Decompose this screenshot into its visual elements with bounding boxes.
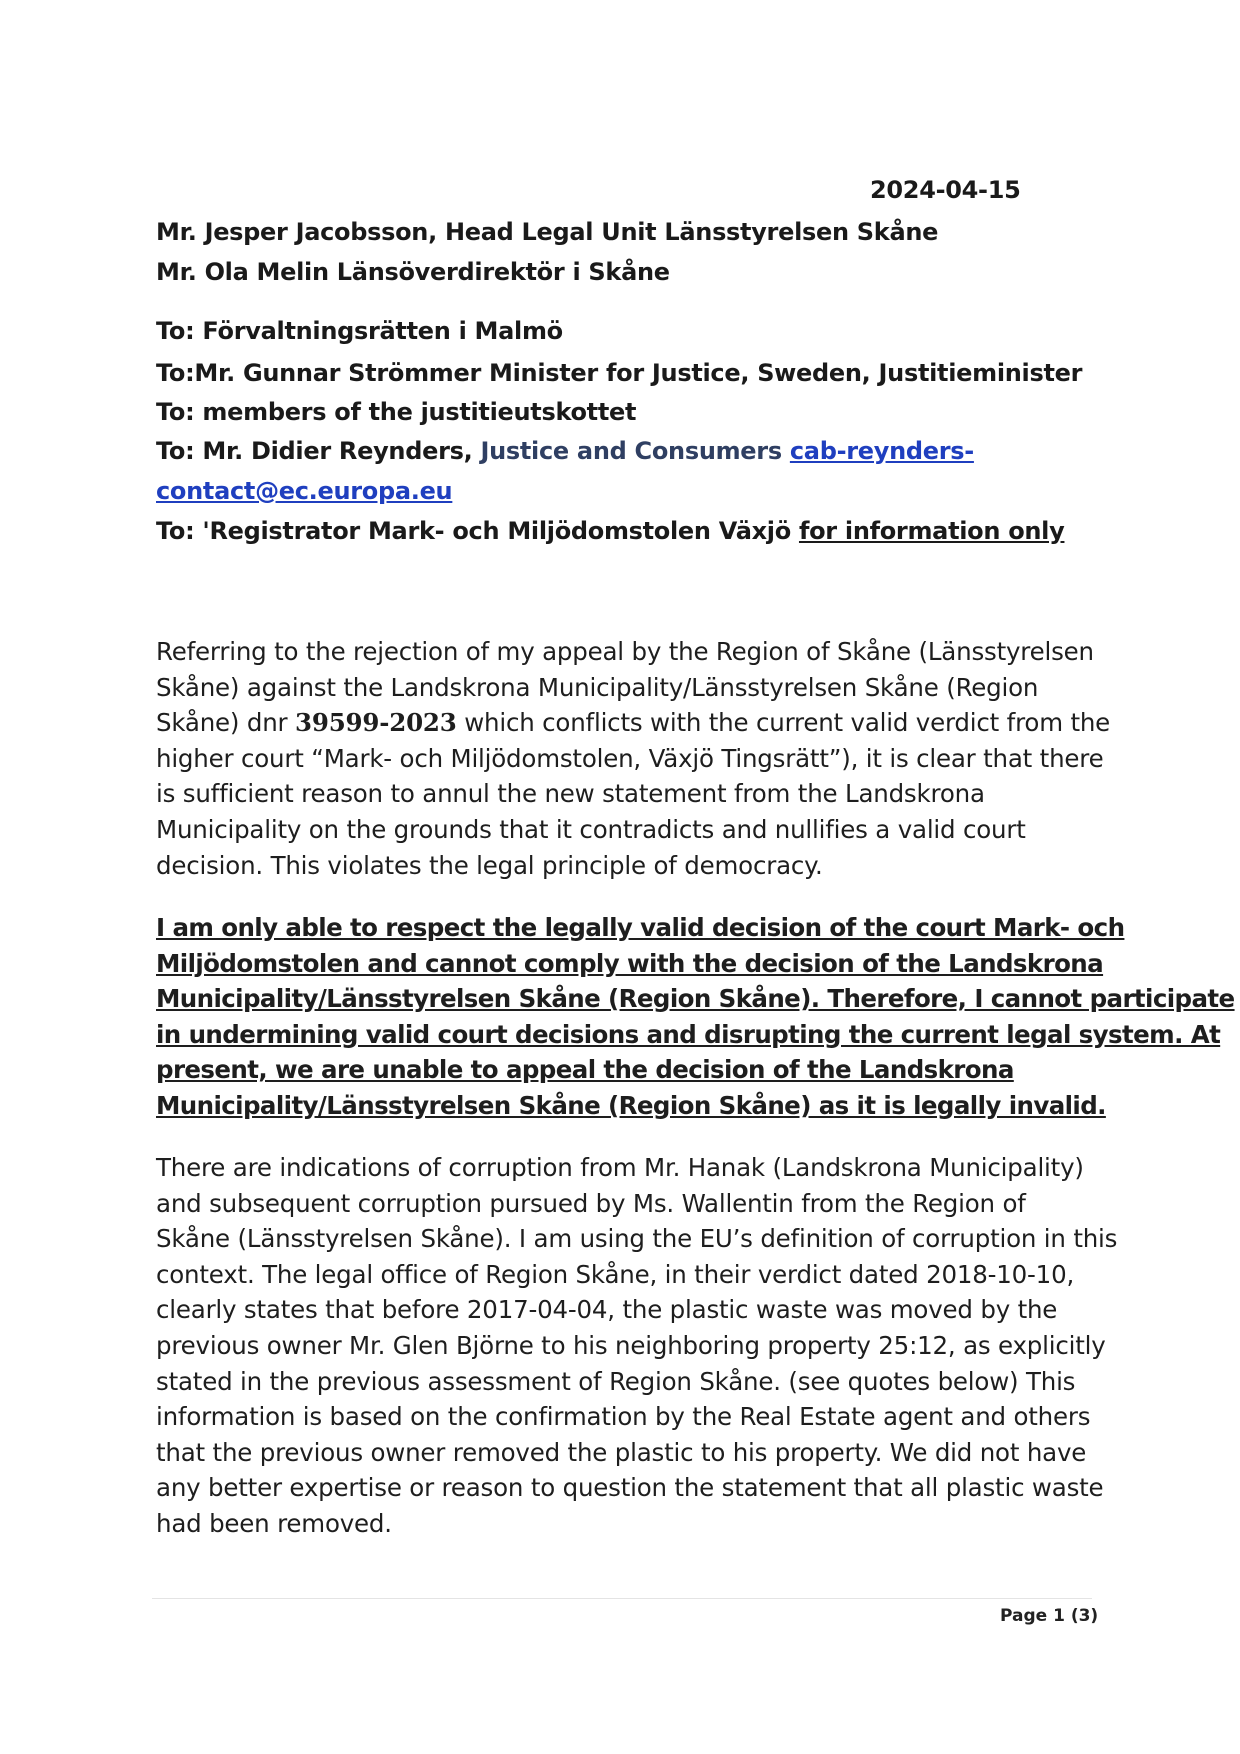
para2-line-3: Municipality/Länsstyrelsen Skåne (Region Skåne). Therefore, I cannot participate: [156, 984, 1235, 1014]
dnr-number: 39599-2023: [295, 708, 457, 738]
para1-line-3-post: which conflicts with the current valid verdict from the: [456, 708, 1111, 738]
recipient-4: [156, 431, 1096, 471]
para1-line-2: Skåne) against the Landskrona Municipality/Länsstyrelsen Skåne (Region: [156, 672, 1039, 702]
paragraph-1: [156, 634, 1111, 883]
email-link-part-1[interactable]: cab-reynders-: [789, 437, 974, 465]
recipient-5-note: for information only: [798, 517, 1065, 545]
recipients-block: [156, 311, 1096, 551]
recipient-4-title: Justice and Consumers: [480, 437, 782, 465]
para3-line-9: that the previous owner removed the plastic to his property. We did not have: [156, 1437, 1087, 1467]
para3-line-6: previous owner Mr. Glen Björne to his neighboring property 25:12, as explicitly: [156, 1330, 1106, 1360]
para3-line-8: information is based on the confirmation by the Real Estate agent and others: [156, 1402, 1091, 1432]
para2-line-6: Municipality/Länsstyrelsen Skåne (Region Skåne) as it is legally invalid.: [156, 1090, 1106, 1120]
para3-line-2: and subsequent corruption pursued by Ms. Wallentin from the Region of: [156, 1188, 1026, 1218]
para3-line-10: any better expertise or reason to question the statement that all plastic waste: [156, 1473, 1104, 1503]
para2-line-1: I am only able to respect the legally valid decision of the court Mark- och: [156, 913, 1125, 942]
letter-date: 2024-04-15: [870, 176, 1021, 204]
paragraph-3: [156, 1150, 1118, 1542]
para3-line-1: There are indications of corruption from Mr. Hanak (Landskrona Municipality): [156, 1153, 1084, 1182]
para1-line-1: Referring to the rejection of my appeal by the Region of Skåne (Länsstyrelsen: [156, 637, 1094, 666]
recipient-4-email-cont: [156, 471, 1096, 511]
para1-line-4: higher court “Mark- och Miljödomstolen, Växjö Tingsrätt”), it is clear that there: [156, 743, 1104, 773]
recipient-5-prefix: To: 'Registrator Mark- och Miljödomstolen Växjö: [156, 517, 791, 545]
para1-line-3-pre: Skåne) dnr: [156, 708, 296, 738]
para1-line-5: is sufficient reason to annul the new statement from the Landskrona: [156, 779, 985, 809]
sender-block: [156, 212, 1096, 292]
recipient-2: To:Mr. Gunnar Strömmer Minister for Justice, Sweden, Justitieminister: [156, 359, 1083, 387]
sender-line-1: Mr. Jesper Jacobsson, Head Legal Unit Länsstyrelsen Skåne: [156, 218, 939, 246]
recipient-5: [156, 511, 1096, 551]
recipient-3: To: members of the justitieutskottet: [156, 398, 637, 426]
recipient-4-prefix: To: Mr. Didier Reynders,: [156, 437, 473, 465]
para3-line-5: clearly states that before 2017-04-04, the plastic waste was moved by the: [156, 1295, 1058, 1325]
para3-line-11: had been removed.: [156, 1508, 392, 1538]
para1-line-6: Municipality on the grounds that it contradicts and nullifies a valid court: [156, 814, 1026, 844]
para1-line-7: decision. This violates the legal principle of democracy.: [156, 850, 823, 880]
para2-line-2: Miljödomstolen and cannot comply with the decision of the Landskrona: [156, 948, 1104, 978]
para2-line-4: in undermining valid court decisions and disrupting the current legal system. At: [156, 1019, 1221, 1049]
email-link-part-2[interactable]: contact@ec.europa.eu: [156, 477, 453, 505]
para3-line-4: context. The legal office of Region Skåne, in their verdict dated 2018-10-10,: [156, 1259, 1075, 1289]
para3-line-7: stated in the previous assessment of Region Skåne. (see quotes below) This: [156, 1366, 1076, 1396]
para3-line-3: Skåne (Länsstyrelsen Skåne). I am using the EU’s definition of corruption in this: [156, 1224, 1118, 1254]
sender-line-2: Mr. Ola Melin Länsöverdirektör i Skåne: [156, 258, 670, 286]
para2-line-5: present, we are unable to appeal the decision of the Landskrona: [156, 1055, 1014, 1085]
paragraph-2-emphasis: [156, 910, 1235, 1124]
para1-line-3: [156, 705, 1111, 741]
recipient-1: To: Förvaltningsrätten i Malmö: [156, 317, 563, 345]
footer-divider: [152, 1598, 1092, 1599]
page-number: Page 1 (3): [1000, 1606, 1099, 1626]
